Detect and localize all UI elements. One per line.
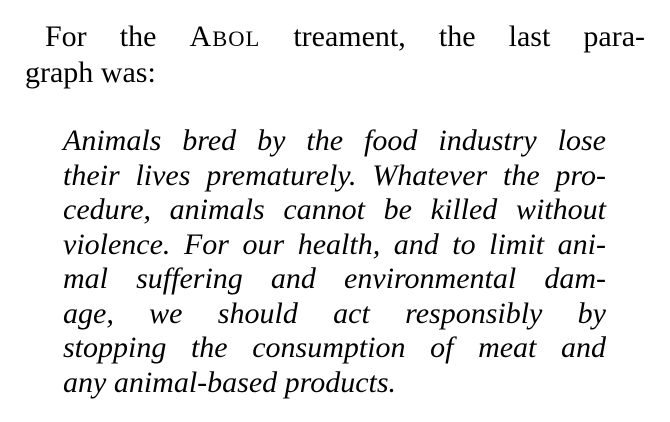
abol-initial-cap: A xyxy=(189,20,213,53)
quote-line-7: stopping the consumption of meat and xyxy=(63,331,606,364)
quote-line-5: mal suffering and environmental dam- xyxy=(63,262,606,295)
quote-line-4: violence. For our health, and to limit ani- xyxy=(63,227,606,261)
quote-line-1: Animals bred by the food industry lose xyxy=(63,124,606,157)
abol-smallcaps: BOL xyxy=(212,26,261,51)
quote-line-8-last: any animal-based products. xyxy=(63,365,397,399)
quote-block xyxy=(63,124,606,400)
quote-line-3: cedure, animals cannot be killed without xyxy=(63,193,606,226)
quote-line-2: their lives prematurely. Whatever the pro- xyxy=(63,158,606,192)
intro-line-2: graph was: xyxy=(25,55,156,89)
intro-paragraph xyxy=(25,20,645,89)
intro-text-after-abol: treament, the last para- xyxy=(260,20,645,53)
quote-line-6: age, we should act responsibly by xyxy=(63,296,606,330)
intro-line-1 xyxy=(25,20,645,56)
intro-text-before-abol: For the xyxy=(45,20,190,53)
